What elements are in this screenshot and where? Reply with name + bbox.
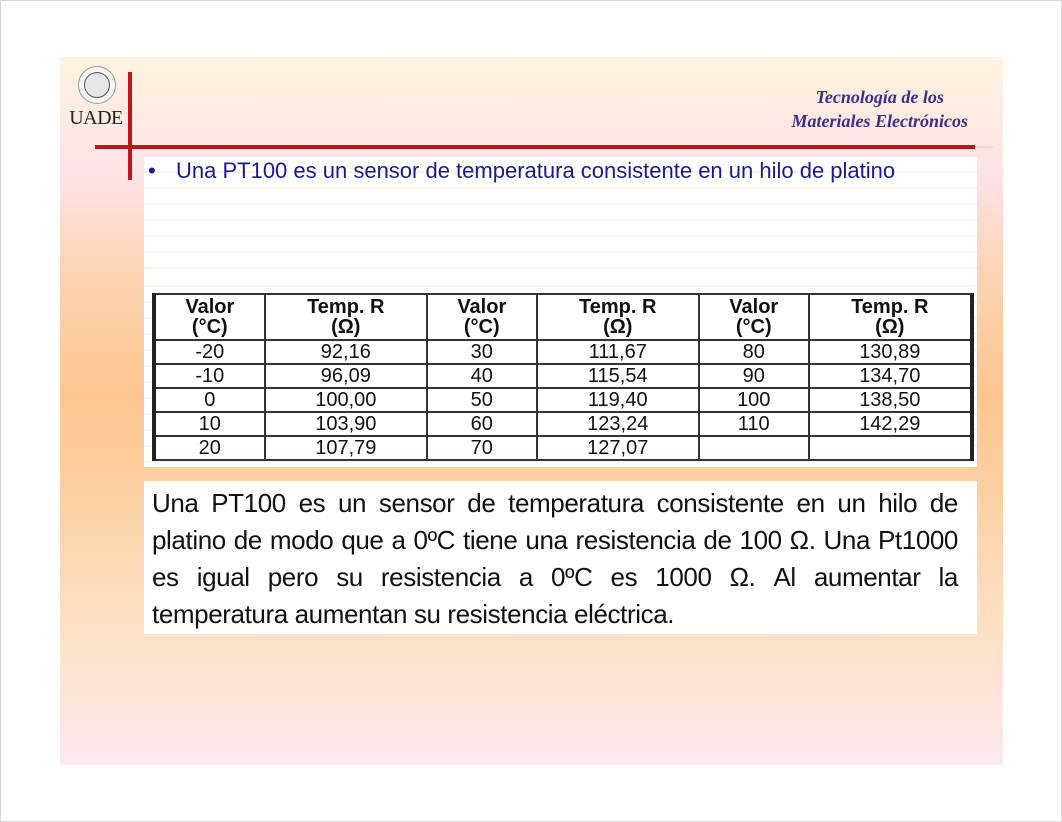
table-row [154,340,972,364]
header-valor-2: Valor (°C) [427,294,537,340]
table-cell [809,436,972,460]
table-row [154,364,972,388]
table-cell: 60 [427,412,537,436]
table-cell: 96,09 [265,364,427,388]
table-cell: 123,24 [537,412,699,436]
table-cell: 0 [154,388,265,412]
table-header-row [154,294,972,340]
table-cell: 50 [427,388,537,412]
bullet-item [148,157,966,185]
table-cell: 90 [699,364,809,388]
table-cell: 127,07 [537,436,699,460]
bullet-text: Una PT100 es un sensor de temperatura consistente en un hilo de platino [176,158,896,183]
table-cell: 10 [154,412,265,436]
table-cell: 111,67 [537,340,699,364]
logo-text: UADE [69,107,123,129]
table-cell: -20 [154,340,265,364]
bullet-dot-icon: • [148,158,156,183]
red-vertical-rule [128,72,132,180]
red-horizontal-rule [95,145,975,149]
table-cell: 138,50 [809,388,972,412]
table-cell: 80 [699,340,809,364]
table-row [154,412,972,436]
table-cell: 130,89 [809,340,972,364]
table-row [154,436,972,460]
header-valor-3: Valor (°C) [699,294,809,340]
table-cell: 20 [154,436,265,460]
table-panel [144,271,977,467]
table-cell: -10 [154,364,265,388]
university-seal-icon [78,66,116,104]
header-valor-1: Valor (°C) [154,294,265,340]
header-temp-r-2: Temp. R (Ω) [537,294,699,340]
header-temp-r-1: Temp. R (Ω) [265,294,427,340]
table-cell: 119,40 [537,388,699,412]
table-cell: 103,90 [265,412,427,436]
table-cell: 100,00 [265,388,427,412]
table-row [154,388,972,412]
course-title-line2: Materiales Electrónicos [791,111,968,131]
table-cell: 30 [427,340,537,364]
pt100-table [152,293,974,461]
description-paragraph: Una PT100 es un sensor de temperatura consistente en un hilo de platino de modo que a 0ºC tiene una resistencia de 100 Ω. Una Pt1000 es igual pero su resistencia a 0ºC es 1000 Ω. Al aumentar la temperatura aumentan su resistencia eléctrica. [152,488,958,629]
table-cell: 100 [699,388,809,412]
course-title-line1: Tecnología de los [815,87,944,107]
table-cell: 92,16 [265,340,427,364]
table-cell: 40 [427,364,537,388]
grey-rule [975,146,993,148]
table-cell: 134,70 [809,364,972,388]
bullet-panel [144,157,977,271]
table-cell: 115,54 [537,364,699,388]
table-cell: 107,79 [265,436,427,460]
table-cell: 70 [427,436,537,460]
uade-logo [69,66,123,130]
header-temp-r-3: Temp. R (Ω) [809,294,972,340]
table-cell [699,436,809,460]
table-cell: 142,29 [809,412,972,436]
table-cell: 110 [699,412,809,436]
course-title [792,85,969,133]
paragraph-panel [144,481,977,634]
